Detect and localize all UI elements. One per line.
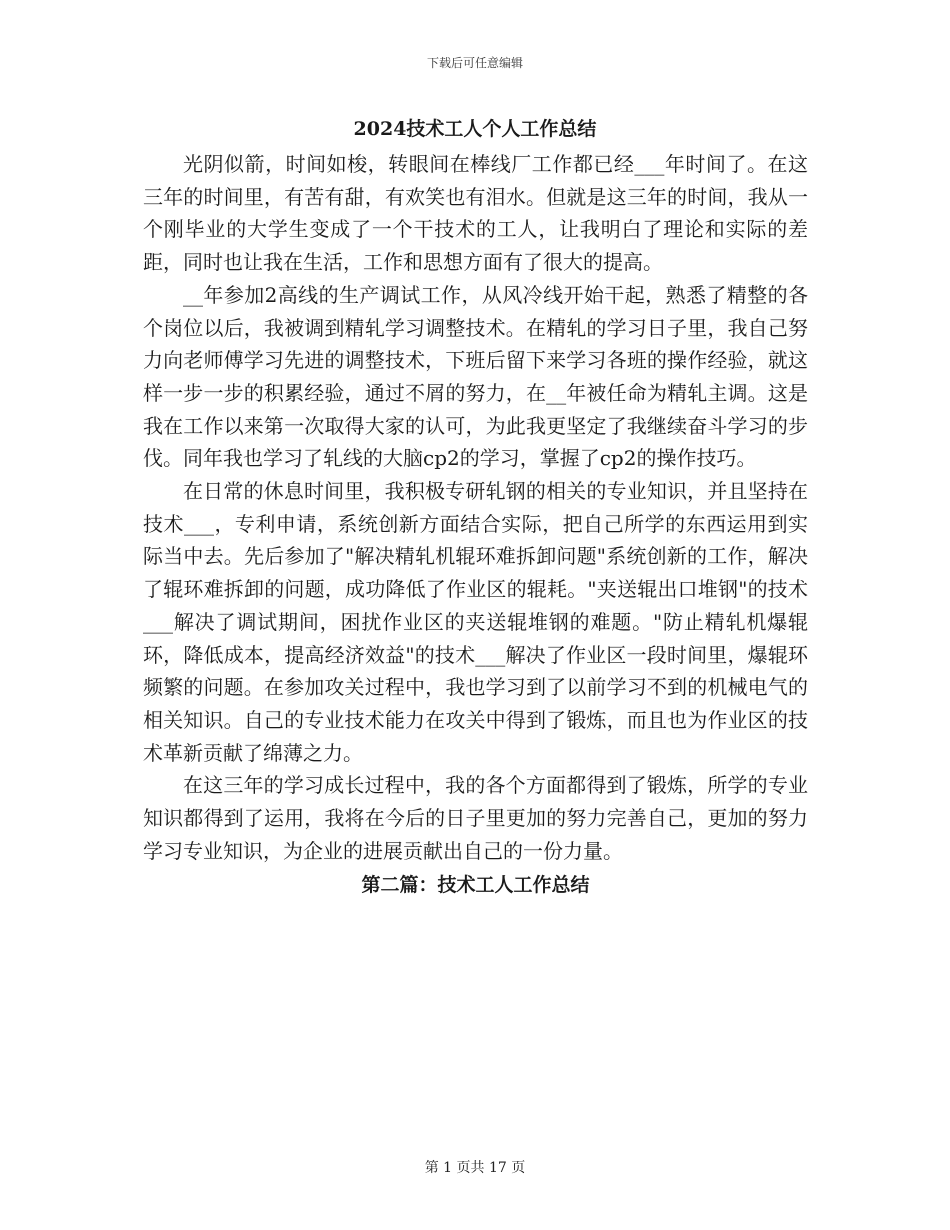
paragraph-career: __年参加2高线的生产调试工作，从风冷线开始干起，熟悉了精整的各个岗位以后，我被调到精轧学习调整技术。在精轧的学习日子里，我自己努力向老师傅学习先进的调整技术，下班后留下来学习各班的操作经验，就这样一步一步的积累经验，通过不屑的努力，在__年被任命为精轧主调。这是我在工作以来第一次取得大家的认可，为此我更坚定了我继续奋斗学习的步伐。同年我也学习了轧线的大脑cp2的学习，掌握了cp2的操作技巧。 — [143, 282, 808, 471]
document-title: 2024技术工人个人工作总结 — [353, 118, 597, 140]
paragraph-innovation: 在日常的休息时间里，我积极专研轧钢的相关的专业知识，并且坚持在技术___，专利申请，系统创新方面结合实际，把自己所学的东西运用到实际当中去。先后参加了"解决精轧机辊环难拆卸问题"系统创新的工作，解决了辊环难拆卸的问题，成功降低了作业区的辊耗。"夹送辊出口堆钢"的技术___解决了调试期间，困扰作业区的夹送辊堆钢的难题。"防止精轧机爆辊环，降低成本，提高经济效益"的技术___解决了作业区一段时间里，爆辊环频繁的问题。在参加攻关过程中，我也学习到了以前学习不到的机械电气的相关知识。自己的专业技术能力在攻关中得到了锻炼，而且也为作业区的技术革新贡献了绵薄之力。 — [143, 479, 808, 765]
paragraph-intro: 光阴似箭，时间如梭，转眼间在棒线厂工作都已经___年时间了。在这三年的时间里，有苦有甜，有欢笑也有泪水。但就是这三年的时间，我从一个刚毕业的大学生变成了一个干技术的工人，让我明白了理论和实际的差距，同时也让我在生活，工作和思想方面有了很大的提高。 — [143, 152, 808, 275]
page-number: 第 1 页共 17 页 — [424, 1160, 526, 1176]
document-body — [143, 148, 808, 901]
page-header-note: 下载后可任意编辑 — [426, 56, 523, 70]
section-title: 第二篇：技术工人工作总结 — [361, 874, 590, 897]
paragraph-conclusion: 在这三年的学习成长过程中，我的各个方面都得到了锻炼，所学的专业知识都得到了运用，我将在今后的日子里更加的努力完善自己，更加的努力学习专业知识，为企业的进展贡献出自己的一份力量。 — [143, 773, 808, 863]
